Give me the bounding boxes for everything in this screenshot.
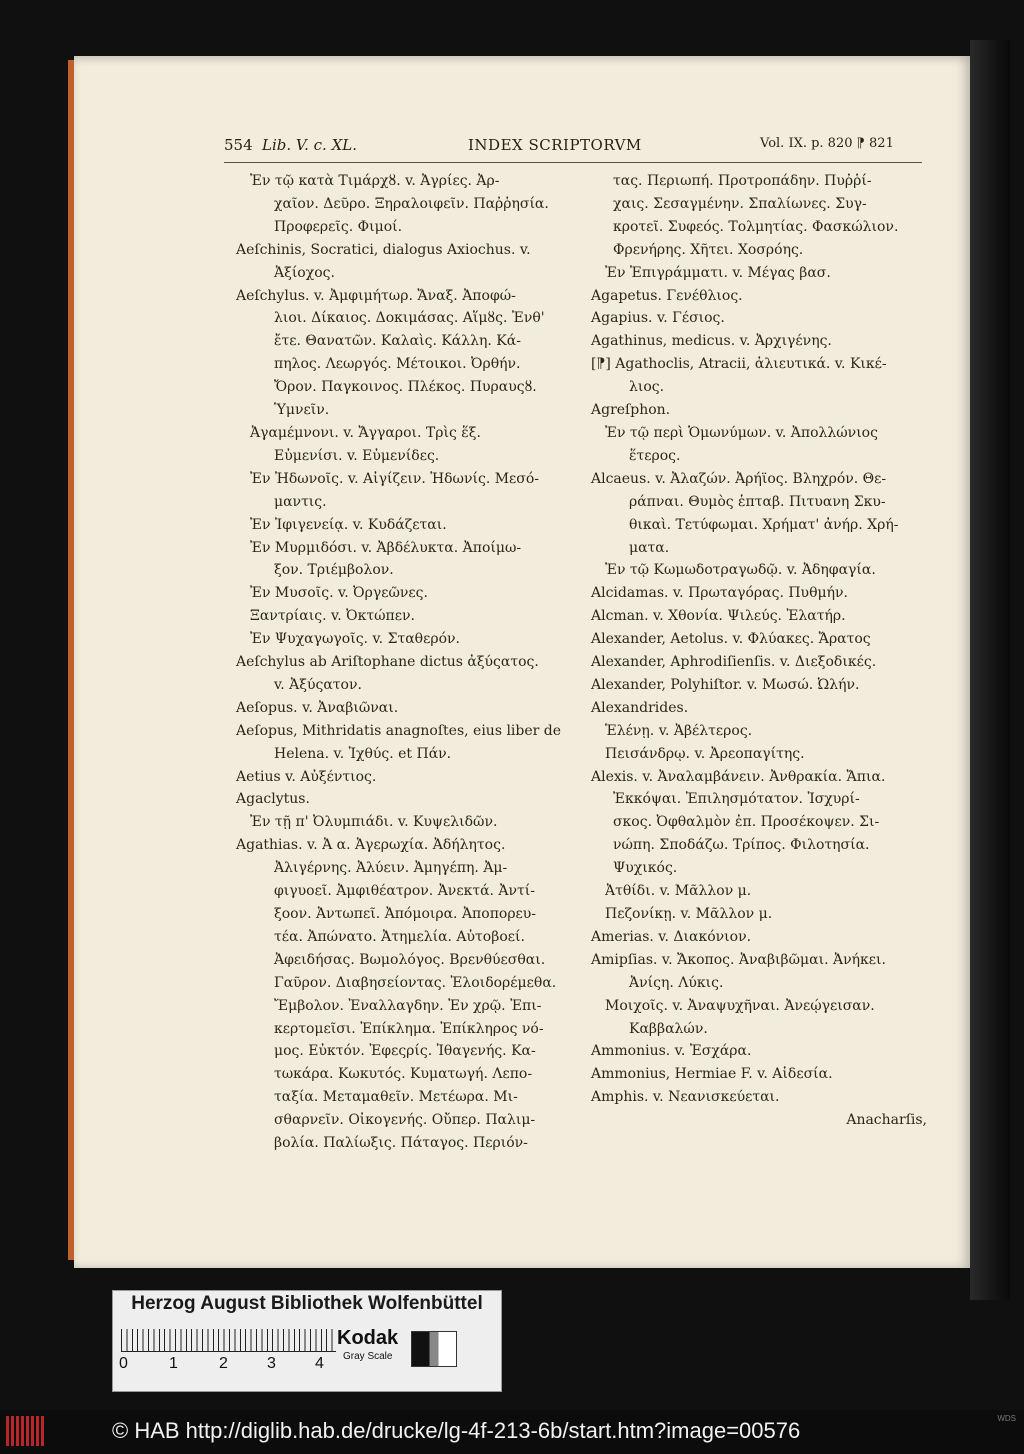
index-line: βολία. Παλίωξις. Πάταγος. Περιόν- <box>274 1135 528 1152</box>
index-line: Agapius. v. Γέσιος. <box>591 310 725 327</box>
index-line: θικαὶ. Τετύφωμαι. Χρήματ' ἀνήρ. Χρή- <box>629 516 899 533</box>
index-line: Καββαλών. <box>629 1020 708 1037</box>
book-spine <box>970 40 1010 1300</box>
index-line: σκος. Ὀφθαλμὸν ἐπ. Προσέκοψεν. Σι- <box>613 814 880 831</box>
index-line: Alexander, Aphrodiſienſis. v. Διεξοδικές. <box>591 654 877 671</box>
index-line: Ammonius, Hermiae F. v. Αἰδεσία. <box>591 1066 833 1083</box>
index-line: Ἐν Ψυχαγωγοῖς. v. Σταθερόν. <box>250 631 460 648</box>
index-line: ἕτερος. <box>629 447 681 464</box>
index-line: Μοιχοῖς. v. Ἀναψυχῆναι. Ἀνεῴγεισαν. <box>605 997 875 1014</box>
ruler-number: 0 <box>119 1355 128 1372</box>
header-rule <box>224 162 922 163</box>
index-line: Amerias. v. Διακόνιον. <box>591 928 752 945</box>
index-line: Ἀλιγέρνης. Ἀλύειν. Ἀμηγέπη. Ἀμ- <box>274 860 508 877</box>
index-line: Agreſphon. <box>591 402 671 419</box>
footer-mark: WDS <box>997 1414 1016 1423</box>
footer-bar <box>0 1410 1024 1454</box>
index-line: [⁋] Agathoclis, Atracii, ἁλιευτικά. v. Κικέ- <box>591 356 887 373</box>
index-line: Aeſopus, Mithridatis anagnoſtes, eius liber de <box>236 722 562 739</box>
ruler-number: 2 <box>219 1355 228 1372</box>
index-line: Aeſchylus. v. Ἀμφιμήτωρ. Ἄναξ. Ἀποφώ- <box>236 287 516 304</box>
index-line: Ἀνίςη. Λύκις. <box>629 974 724 991</box>
index-line: Agathias. v. Ἀ α. Ἀγερωχία. Ἀδήλητος. <box>236 837 506 854</box>
index-line: Ἐν τῷ κατὰ Τιμάρχȣ. v. Ἀγρίες. Ἀρ- <box>250 173 500 189</box>
index-line: ράπναι. Θυμὸς ἑπταβ. Πιτυανη Σκυ- <box>629 493 886 510</box>
index-line: Agathinus, medicus. v. Ἀρχιγένης. <box>591 333 832 350</box>
index-line: Ὑμνεῖν. <box>274 402 330 419</box>
index-line: μος. Εὐκτόν. Ἐφεςρίς. Ἰθαγενής. Κα- <box>274 1043 536 1060</box>
index-line: Ἐν τῷ περὶ Ὁμωνύμων. v. Ἀπολλώνιος <box>605 424 878 441</box>
index-line: μαντις. <box>274 493 327 510</box>
index-line: Γαῦρον. Διαβησείοντας. Ἐλοιδορέμεθα. <box>274 974 557 991</box>
index-line: Ἐν Ἐπιγράμματι. v. Μέγας βασ. <box>605 264 831 281</box>
index-line: ξοον. Ἀντωπεῖ. Ἀπόμοιρα. Ἀποπορευ- <box>274 906 537 922</box>
section-label: Lib. V. c. XL. <box>262 136 357 154</box>
copyright-link[interactable]: © HAB http://diglib.hab.de/drucke/lg-4f-213-6b/start.htm?image=00576 <box>112 1418 801 1443</box>
index-line: Alexandrides. <box>591 699 689 716</box>
index-line: Amphis. v. Νεανισκεύεται. <box>591 1089 780 1106</box>
catchword: Anacharſis, <box>846 1112 927 1129</box>
index-line: λιος. <box>629 379 665 396</box>
index-line: Ἐκκόψαι. Ἐπιλησμότατον. Ἰσχυρί- <box>613 791 860 808</box>
ruler <box>121 1329 336 1352</box>
index-line: Ἀφειδήσας. Βωμολόγος. Βρενθύεσθαι. <box>274 951 546 968</box>
index-line: Ἀξίοχος. <box>274 264 335 281</box>
index-line: Ὄρον. Παγκοινος. Πλέκος. Πυραυςȣ. <box>274 379 537 396</box>
book-page <box>74 56 970 1268</box>
index-line: Alexander, Aetolus. v. Φλύακες. Ἄρατος <box>591 631 871 648</box>
index-line: λιοι. Δίκαιος. Δοκιμάσας. Αἵμȣς. Ἐνθ' <box>274 310 545 327</box>
index-line: χαις. Σεσαγμένην. Σπαλίωνες. Συγ- <box>613 195 867 212</box>
ruler-number: 4 <box>315 1355 324 1372</box>
index-line: πηλος. Λεωργός. Μέτοικοι. Ὀρθήν. <box>274 356 521 373</box>
page-number: 554 <box>224 136 253 154</box>
index-line: τέα. Ἀπώνατο. Ἀτημελία. Αὐτοβοεί. <box>274 928 525 945</box>
index-line: Ἀγαμέμνονι. v. Ἄγγαροι. Τρὶς ἕξ. <box>250 424 481 441</box>
index-line: Helena. v. Ἰχθύς. et Πάν. <box>274 745 452 762</box>
volume-reference: Vol. IX. p. 820 ⁋ 821 <box>760 136 894 151</box>
right-column <box>591 170 927 1132</box>
index-line: Ἐν Ἰφιγενείᾳ. v. Κυδάζεται. <box>250 516 447 533</box>
gray-swatch <box>411 1331 457 1367</box>
index-line: κερτομεῖσι. Ἐπίκλημα. Ἐπίκληρος νό- <box>274 1020 544 1037</box>
index-line: Alcaeus. v. Ἀλαζών. Ἀρήϊος. Βληχρόν. Θε- <box>591 470 887 487</box>
index-line: Aeſchylus ab Ariſtophane dictus ἀξύςατος. <box>236 654 539 671</box>
left-column <box>236 170 581 1155</box>
kodak-logo: Kodak <box>337 1327 399 1349</box>
index-line: Ἐν τῇ π' Ὀλυμπιάδι. v. Κυψελιδῶν. <box>250 814 498 831</box>
index-line: ἔτε. Θανατῶν. Καλαὶς. Κάλλη. Κά- <box>274 333 521 350</box>
index-line: v. Ἀξύςατον. <box>274 676 362 693</box>
index-line: κροτεῖ. Συφεός. Τολμητίας. Φασκώλιον. <box>613 218 899 235</box>
index-line: Alcidamas. v. Πρωταγόρας. Πυθμήν. <box>591 585 848 602</box>
index-line: Ammonius. v. Ἐσχάρα. <box>591 1043 752 1060</box>
scale-card <box>112 1290 502 1392</box>
index-line: ματα. <box>629 539 670 556</box>
index-line: Ἐν Ἠδωνοῖς. v. Αἰγίζειν. Ἡδωνίς. Μεσό- <box>250 470 540 487</box>
index-line: νώπη. Σποδάζω. Τρίπος. Φιλοτησία. <box>613 837 870 854</box>
index-line: Aeſopus. v. Ἀναβιῶναι. <box>236 699 399 716</box>
hab-logo-icon <box>6 1416 46 1446</box>
index-line: Εὐμενίσι. v. Εὐμενίδες. <box>274 447 440 464</box>
index-line: Ἀτθίδι. v. Μᾶλλον μ. <box>605 883 752 900</box>
index-line: Ἐν Μυσοῖς. v. Ὀργεῶνες. <box>250 585 428 602</box>
index-line: Ψυχικός. <box>613 860 678 877</box>
index-line: Πεζονίκῃ. v. Μᾶλλον μ. <box>605 906 773 922</box>
index-line: Alexander, Polyhiſtor. v. Μωσώ. Ὠλήν. <box>591 676 860 693</box>
index-line: σθαρνεῖν. Οἰκογενής. Οὔπερ. Παλιμ- <box>274 1112 536 1129</box>
index-line: τωκάρα. Κωκυτός. Κυματωγή. Λεπο- <box>274 1066 533 1083</box>
index-line: ταξία. Μεταμαθεῖν. Μετέωρα. Μι- <box>274 1089 518 1106</box>
index-line: τας. Περιωπή. Προτροπάδην. Πυῤῥί- <box>613 173 872 189</box>
page-title: INDEX SCRIPTORVM <box>468 136 642 154</box>
index-line: Πεισάνδρῳ. v. Ἀρεοπαγίτης. <box>605 745 805 762</box>
index-line: Ἐν Μυρμιδόσι. v. Ἀβδέλυκτα. Ἀποίμω- <box>250 539 522 556</box>
index-line: Agaclytus. <box>236 791 310 808</box>
index-line: Ἑλένῃ. v. Ἀβέλτερος. <box>605 722 753 739</box>
index-line: Ἔμβολον. Ἐναλλαγδην. Ἐν χρῷ. Ἐπι- <box>274 997 542 1014</box>
ruler-number: 3 <box>267 1355 276 1372</box>
index-line: Agapetus. Γενέθλιος. <box>591 287 743 304</box>
index-line: χαῖον. Δεῦρο. Ξηραλοιφεῖν. Παῤῥησία. <box>274 195 549 212</box>
index-line: Alexis. v. Ἀναλαμβάνειν. Ἀνθρακία. Ἄπια. <box>591 768 886 785</box>
index-line: ξον. Τριέμβολον. <box>274 562 394 579</box>
running-header <box>74 136 970 160</box>
index-line: Φρενήρης. Χῆτει. Χοσρόης. <box>613 241 804 258</box>
ruler-number: 1 <box>169 1355 178 1372</box>
index-line: Προφερεῖς. Φιμοί. <box>274 218 403 235</box>
index-line: Ἐν τῷ Κωμωδοτραγωδῷ. v. Ἀδηφαγία. <box>605 562 876 579</box>
index-line: Aetius v. Αὐξέντιος. <box>236 768 377 785</box>
index-line: φιγυοεῖ. Ἀμφιθέατρον. Ἀνεκτά. Ἀντί- <box>274 883 536 900</box>
index-line: Amipſias. v. Ἄκοπος. Ἀναβιβῶμαι. Ἀνήκει. <box>591 951 886 968</box>
gray-scale-label: Gray Scale <box>343 1351 393 1362</box>
index-line: Alcman. v. Χθονία. Ψιλεύς. Ἐλατήρ. <box>591 608 846 625</box>
index-line: Ξαντρίαις. v. Ὀκτώπεν. <box>250 608 415 625</box>
index-line: Aeſchinis, Socratici, dialogus Axiochus. v. <box>236 241 531 258</box>
library-name: Herzog August Bibliothek Wolfenbüttel <box>131 1293 483 1314</box>
